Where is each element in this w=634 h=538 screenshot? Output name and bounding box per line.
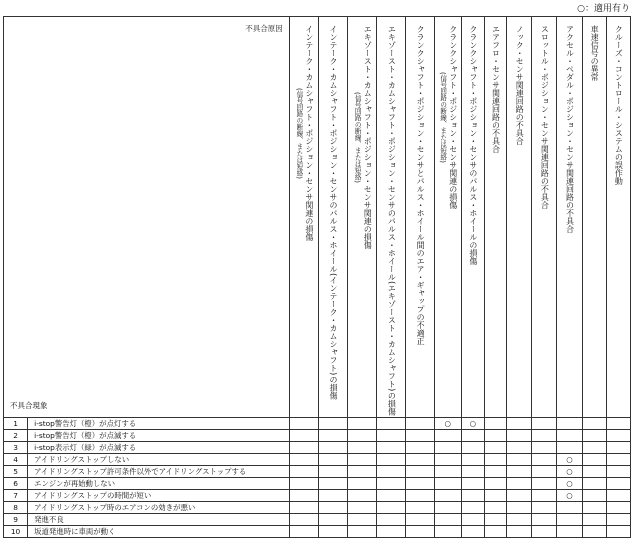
applicability-cell bbox=[406, 526, 434, 538]
applicability-cell bbox=[406, 466, 434, 478]
applicability-cell bbox=[461, 454, 484, 466]
applicability-cell bbox=[484, 418, 506, 430]
cause-label bbox=[415, 17, 425, 345]
applicability-cell bbox=[318, 442, 347, 454]
table-row bbox=[4, 466, 631, 478]
applicability-cell bbox=[406, 442, 434, 454]
applicability-cell bbox=[377, 442, 406, 454]
applicability-cell bbox=[377, 418, 406, 430]
applicability-cell bbox=[484, 478, 506, 490]
applicability-cell bbox=[289, 526, 318, 538]
row-number: 4 bbox=[4, 454, 28, 466]
applicability-cell bbox=[377, 478, 406, 490]
applicability-cell bbox=[461, 526, 484, 538]
applicability-cell bbox=[406, 490, 434, 502]
cause-label-text: アクセル・ペダル・ポジション・センサ関連回路の不具合 bbox=[565, 25, 575, 233]
cause-label bbox=[386, 17, 396, 415]
applicability-cell bbox=[507, 526, 532, 538]
applicability-cell bbox=[318, 418, 347, 430]
cause-column-header bbox=[532, 17, 557, 418]
cause-label-text: インテーク・カムシャフト・ポジション・センサ関連の損傷 bbox=[304, 25, 314, 241]
applicability-cell bbox=[348, 430, 377, 442]
cause-column-header bbox=[289, 17, 318, 418]
legend: ○：適用有り bbox=[577, 4, 630, 14]
applicability-cell bbox=[434, 478, 461, 490]
cause-column-header bbox=[406, 17, 434, 418]
applicability-cell bbox=[348, 526, 377, 538]
row-number: 2 bbox=[4, 430, 28, 442]
applicability-cell bbox=[434, 502, 461, 514]
applicability-cell bbox=[532, 526, 557, 538]
applicability-cell bbox=[606, 442, 630, 454]
applicability-cell: ○ bbox=[557, 490, 582, 502]
applicability-cell bbox=[289, 466, 318, 478]
row-number: 9 bbox=[4, 514, 28, 526]
cause-column-header bbox=[434, 17, 461, 418]
applicability-cell bbox=[606, 430, 630, 442]
applicability-cell bbox=[532, 442, 557, 454]
applicability-cell bbox=[484, 490, 506, 502]
applicability-cell: ○ bbox=[557, 478, 582, 490]
applicability-cell bbox=[434, 490, 461, 502]
applicability-cell bbox=[507, 430, 532, 442]
applicability-cell bbox=[318, 490, 347, 502]
applicability-cell: ○ bbox=[434, 418, 461, 430]
cause-label bbox=[438, 17, 458, 209]
cause-axis-label: 不具合原因 bbox=[245, 24, 283, 33]
applicability-cell bbox=[318, 430, 347, 442]
applicability-cell bbox=[461, 442, 484, 454]
applicability-cell bbox=[406, 418, 434, 430]
symptom-cell: i-stop警告灯（橙）が点灯する bbox=[28, 418, 290, 430]
applicability-cell bbox=[582, 418, 606, 430]
applicability-cell bbox=[532, 430, 557, 442]
applicability-cell bbox=[348, 478, 377, 490]
applicability-cell bbox=[507, 466, 532, 478]
cause-column-header bbox=[507, 17, 532, 418]
applicability-cell bbox=[582, 490, 606, 502]
cause-label-note: (信号回路の断線、または短絡) bbox=[438, 71, 447, 163]
symptom-cell: 発進不良 bbox=[28, 514, 290, 526]
applicability-cell bbox=[318, 454, 347, 466]
cause-label bbox=[352, 17, 372, 249]
table-row bbox=[4, 454, 631, 466]
cause-label-text: スロットル・ポジション・センサ関連回路の不具合 bbox=[540, 25, 550, 209]
cause-label-text: エアフロ・センサ関連回路の不具合 bbox=[491, 25, 501, 153]
table-row bbox=[4, 478, 631, 490]
table-row bbox=[4, 526, 631, 538]
applicability-cell bbox=[532, 514, 557, 526]
applicability-cell bbox=[557, 526, 582, 538]
cause-column-header bbox=[318, 17, 347, 418]
cause-label bbox=[468, 17, 478, 265]
applicability-cell bbox=[377, 502, 406, 514]
cause-label bbox=[328, 17, 338, 399]
applicability-cell bbox=[434, 514, 461, 526]
cause-label-text: クランクシャフト・ポジション・センサとパルス・ホイール間のエア・ギャップの不適正 bbox=[416, 25, 426, 345]
cause-label-text: クランクシャフト・ポジション・センサのパルス・ホイールの損傷 bbox=[468, 25, 478, 265]
applicability-cell bbox=[406, 502, 434, 514]
applicability-cell bbox=[434, 442, 461, 454]
applicability-cell bbox=[289, 430, 318, 442]
applicability-cell bbox=[484, 514, 506, 526]
cause-label-text: クランクシャフト・ポジション・センサ関連の損傷 bbox=[448, 25, 458, 209]
applicability-cell bbox=[582, 478, 606, 490]
applicability-cell bbox=[406, 430, 434, 442]
cause-label-note: (信号回路の断線、または短絡) bbox=[294, 87, 303, 179]
cause-label bbox=[539, 17, 549, 209]
applicability-cell bbox=[348, 514, 377, 526]
applicability-cell bbox=[377, 466, 406, 478]
applicability-cell bbox=[507, 418, 532, 430]
table-row bbox=[4, 430, 631, 442]
applicability-cell bbox=[348, 502, 377, 514]
applicability-cell bbox=[289, 514, 318, 526]
applicability-cell bbox=[557, 442, 582, 454]
applicability-cell bbox=[532, 478, 557, 490]
applicability-cell bbox=[606, 454, 630, 466]
applicability-cell bbox=[507, 478, 532, 490]
corner-diagonal bbox=[4, 17, 289, 417]
cause-label bbox=[565, 17, 575, 233]
applicability-cell bbox=[461, 514, 484, 526]
cause-column-header bbox=[348, 17, 377, 418]
cause-label bbox=[613, 17, 623, 185]
row-number: 8 bbox=[4, 502, 28, 514]
applicability-cell bbox=[582, 430, 606, 442]
table-row bbox=[4, 442, 631, 454]
applicability-cell bbox=[484, 502, 506, 514]
applicability-cell bbox=[406, 478, 434, 490]
applicability-cell bbox=[582, 466, 606, 478]
cause-column-header bbox=[377, 17, 406, 418]
applicability-cell bbox=[348, 466, 377, 478]
cause-label-text: クルーズ・コントロール・システムの誤作動 bbox=[614, 25, 624, 185]
applicability-cell bbox=[532, 454, 557, 466]
applicability-cell bbox=[606, 418, 630, 430]
symptom-cell: アイドリングストップ許可条件以外でアイドリングストップする bbox=[28, 466, 290, 478]
cause-column-header bbox=[557, 17, 582, 418]
applicability-cell bbox=[289, 418, 318, 430]
applicability-cell bbox=[606, 526, 630, 538]
applicability-cell bbox=[461, 466, 484, 478]
applicability-cell bbox=[318, 514, 347, 526]
applicability-cell bbox=[557, 430, 582, 442]
applicability-cell bbox=[507, 454, 532, 466]
symptom-cell: エンジンが再始動しない bbox=[28, 478, 290, 490]
applicability-cell bbox=[377, 430, 406, 442]
applicability-cell bbox=[434, 526, 461, 538]
applicability-cell bbox=[348, 454, 377, 466]
applicability-cell bbox=[434, 466, 461, 478]
applicability-cell bbox=[289, 490, 318, 502]
applicability-cell bbox=[434, 430, 461, 442]
cause-label bbox=[514, 17, 524, 145]
applicability-cell bbox=[557, 502, 582, 514]
table-row bbox=[4, 490, 631, 502]
applicability-cell bbox=[582, 514, 606, 526]
applicability-cell bbox=[532, 418, 557, 430]
table-row bbox=[4, 502, 631, 514]
row-number: 5 bbox=[4, 466, 28, 478]
applicability-cell bbox=[461, 478, 484, 490]
applicability-cell bbox=[507, 514, 532, 526]
symptom-cell: 坂道発進時に車両が動く bbox=[28, 526, 290, 538]
cause-symptom-table bbox=[3, 16, 631, 537]
applicability-cell bbox=[406, 514, 434, 526]
symptom-cell: アイドリングストップ時のエアコンの効きが悪い bbox=[28, 502, 290, 514]
symptom-cell: アイドリングストップの時間が短い bbox=[28, 490, 290, 502]
applicability-cell bbox=[348, 442, 377, 454]
applicability-cell bbox=[582, 502, 606, 514]
applicability-cell: ○ bbox=[461, 418, 484, 430]
cause-label bbox=[294, 17, 314, 241]
applicability-cell bbox=[484, 454, 506, 466]
applicability-cell bbox=[289, 502, 318, 514]
applicability-cell bbox=[461, 430, 484, 442]
row-number: 10 bbox=[4, 526, 28, 538]
applicability-cell bbox=[606, 466, 630, 478]
applicability-cell bbox=[318, 502, 347, 514]
applicability-cell bbox=[532, 502, 557, 514]
symptom-cell: i-stop警告灯（橙）が点滅する bbox=[28, 430, 290, 442]
applicability-cell bbox=[377, 454, 406, 466]
applicability-cell bbox=[606, 502, 630, 514]
cause-label-note: (信号回路の断線、または短絡) bbox=[353, 91, 362, 183]
cause-column-header bbox=[606, 17, 630, 418]
applicability-cell bbox=[377, 526, 406, 538]
cause-label bbox=[589, 17, 599, 81]
applicability-cell bbox=[606, 490, 630, 502]
applicability-cell bbox=[557, 418, 582, 430]
applicability-cell bbox=[582, 526, 606, 538]
applicability-cell bbox=[318, 478, 347, 490]
header-corner bbox=[4, 17, 290, 418]
table-row bbox=[4, 418, 631, 430]
applicability-cell bbox=[318, 466, 347, 478]
applicability-cell bbox=[289, 478, 318, 490]
applicability-cell bbox=[461, 490, 484, 502]
applicability-cell bbox=[582, 454, 606, 466]
row-number: 3 bbox=[4, 442, 28, 454]
applicability-cell bbox=[377, 514, 406, 526]
applicability-cell bbox=[484, 466, 506, 478]
applicability-cell bbox=[289, 454, 318, 466]
applicability-cell bbox=[507, 490, 532, 502]
cause-column-header bbox=[484, 17, 506, 418]
applicability-cell bbox=[606, 514, 630, 526]
applicability-cell bbox=[532, 490, 557, 502]
applicability-cell bbox=[348, 490, 377, 502]
applicability-cell bbox=[289, 442, 318, 454]
applicability-cell bbox=[532, 466, 557, 478]
row-number: 1 bbox=[4, 418, 28, 430]
applicability-cell bbox=[507, 442, 532, 454]
symptom-cell: i-stop表示灯（緑）が点滅する bbox=[28, 442, 290, 454]
row-number: 6 bbox=[4, 478, 28, 490]
applicability-cell bbox=[484, 430, 506, 442]
applicability-cell bbox=[582, 442, 606, 454]
applicability-cell bbox=[606, 478, 630, 490]
applicability-cell bbox=[461, 502, 484, 514]
applicability-cell: ○ bbox=[557, 454, 582, 466]
row-number: 7 bbox=[4, 490, 28, 502]
applicability-cell bbox=[406, 454, 434, 466]
applicability-cell bbox=[557, 514, 582, 526]
cause-column-header bbox=[582, 17, 606, 418]
applicability-cell bbox=[434, 454, 461, 466]
applicability-cell bbox=[484, 442, 506, 454]
applicability-cell bbox=[348, 418, 377, 430]
applicability-cell bbox=[484, 526, 506, 538]
cause-label-text: エキゾースト・カムシャフト・ポジション・センサ関連の損傷 bbox=[363, 25, 373, 249]
cause-label-text: インテーク・カムシャフト・ポジション・センサのパルス・ホイール(インテーク・カムシャフト)の損傷 bbox=[329, 25, 339, 400]
table-row bbox=[4, 514, 631, 526]
applicability-cell bbox=[377, 490, 406, 502]
cause-label bbox=[491, 17, 501, 153]
applicability-cell bbox=[507, 502, 532, 514]
symptom-axis-label: 不具合現象 bbox=[10, 401, 48, 411]
cause-label-text: ノック・センサ関連回路の不具合 bbox=[515, 25, 525, 145]
applicability-cell bbox=[318, 526, 347, 538]
cause-column-header bbox=[461, 17, 484, 418]
symptom-cell: アイドリングストップしない bbox=[28, 454, 290, 466]
applicability-cell: ○ bbox=[557, 466, 582, 478]
cause-label-text: 車速信号の異常 bbox=[590, 25, 600, 81]
cause-label-text: エキゾースト・カムシャフト・ポジション・センサのパルス・ホイール(エキゾースト・カムシャフト)の損傷 bbox=[387, 25, 397, 416]
